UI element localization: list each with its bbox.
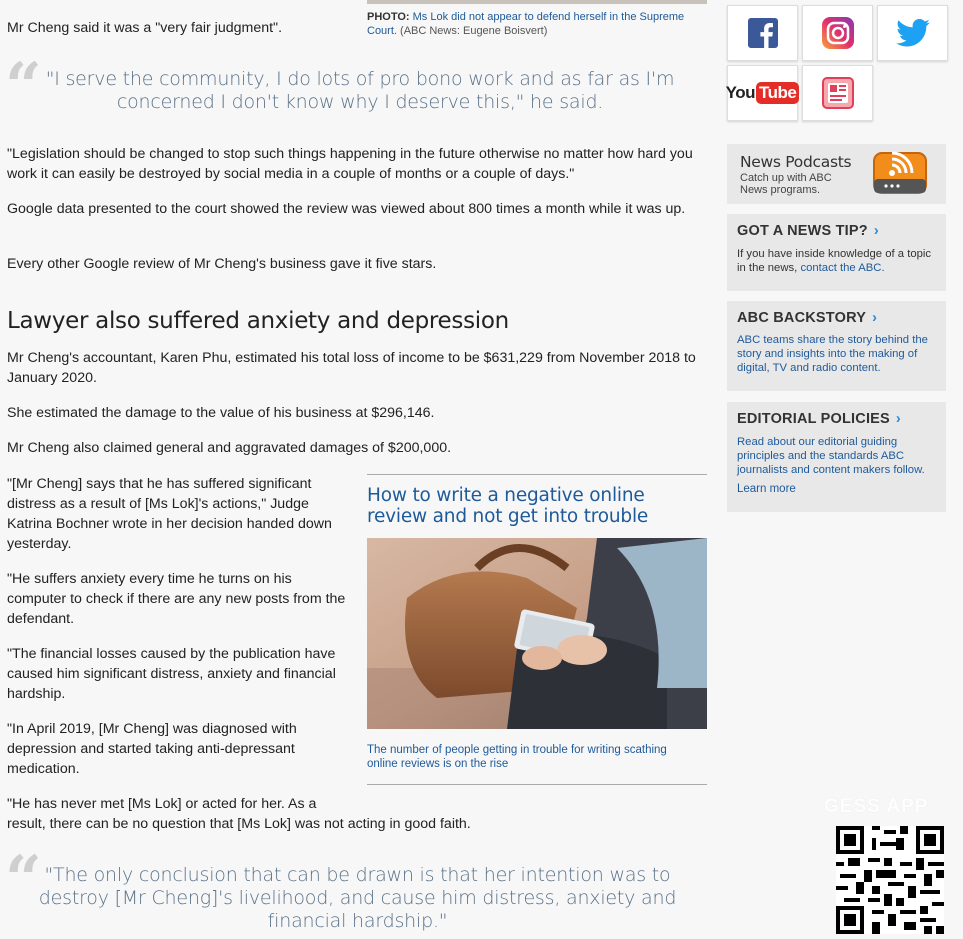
news-tip-description: If you have inside knowledge of a topic in the news, <box>737 248 932 274</box>
paragraph: She estimated the damage to the value of his business at $296,146. <box>7 405 435 421</box>
editorial-text[interactable]: Read about our editorial guiding principles and the standards ABC journalists and content makers follow. <box>737 436 925 476</box>
instagram-icon <box>822 17 854 49</box>
related-story-title[interactable]: How to write a negative online review and not get into trouble <box>367 485 649 527</box>
paragraph: Google data presented to the court showed the review was viewed about 800 times a month while it was up. <box>7 201 686 217</box>
paragraph: Mr Cheng's accountant, Karen Phu, estimated his total loss of income to be $631,229 from November 2018 to January 2020. <box>7 350 696 386</box>
youtube-icon <box>726 82 800 104</box>
paragraph: result, there can be no question that [Ms Lok] was not acting in good faith. <box>7 816 471 832</box>
news-tip-heading[interactable] <box>737 223 879 239</box>
qr-code <box>836 826 944 934</box>
paragraph: "Legislation should be changed to stop such things happening in the future otherwise no matter how hard you work it can easily be destroyed by social media in a couple of months or a couple of days." <box>7 146 693 182</box>
paragraph: Mr Cheng also claimed general and aggravated damages of $200,000. <box>7 440 452 456</box>
chevron-right-icon: › <box>873 223 879 239</box>
backstory-heading[interactable] <box>737 310 877 326</box>
podcasts-title: News Podcasts <box>740 153 852 171</box>
backstory-box <box>727 301 946 391</box>
related-story-caption[interactable]: The number of people getting in trouble for writing scathing online reviews is on the rise <box>367 744 667 770</box>
quote-mark-icon: “ <box>5 842 42 917</box>
twitter-button[interactable] <box>877 5 948 61</box>
section-heading: Lawyer also suffered anxiety and depression <box>7 308 509 334</box>
apple-news-button[interactable] <box>802 65 873 121</box>
pull-quote: "I serve the community, I do lots of pro bono work and as far as I'm concerned I don't know why I deserve this," he said. <box>45 68 675 113</box>
paragraph: "In April 2019, [Mr Cheng] was diagnosed with depression and started taking anti-depressant medication. <box>7 721 297 777</box>
paragraph: Mr Cheng said it was a "very fair judgment". <box>7 20 283 36</box>
contact-abc-link[interactable]: contact the ABC. <box>800 262 885 274</box>
editorial-policies-box <box>727 402 946 512</box>
facebook-button[interactable] <box>727 5 798 61</box>
backstory-text[interactable]: ABC teams share the story behind the story and insights into the making of digital, TV and radio content. <box>737 334 928 374</box>
twitter-icon <box>896 19 930 47</box>
photo-credit: (ABC News: Eugene Boisvert) <box>400 25 548 37</box>
photo-label: PHOTO: <box>367 11 410 23</box>
news-tip-box <box>727 214 946 291</box>
facebook-icon <box>748 18 778 48</box>
photo-caption-link[interactable]: Ms Lok did not appear to defend herself in the Supreme Court. <box>367 11 685 37</box>
chevron-right-icon: › <box>895 411 901 427</box>
paragraph: "The financial losses caused by the publication have caused him significant distress, anxiety and financial hardship. <box>7 646 336 702</box>
instagram-button[interactable] <box>802 5 873 61</box>
photo-caption <box>367 10 707 38</box>
youtube-wordmark-you: You <box>725 83 755 102</box>
article-photo <box>367 0 707 4</box>
backstory-title[interactable]: ABC BACKSTORY <box>737 310 867 326</box>
news-tip-text <box>737 247 942 275</box>
chevron-right-icon: › <box>872 310 878 326</box>
learn-more-link[interactable]: Learn more <box>737 483 796 495</box>
editorial-title[interactable]: EDITORIAL POLICIES <box>737 411 890 427</box>
podcasts-subtitle: Catch up with ABC News programs. <box>740 172 832 196</box>
quote-mark-icon: “ <box>5 49 42 124</box>
youtube-button[interactable] <box>727 65 798 121</box>
news-app-icon <box>822 77 854 109</box>
paragraph: "[Mr Cheng] says that he has suffered significant distress as a result of [Ms Lok]'s actions," Judge Katrina Bochner wrote in her decision handed down yesterday. <box>7 476 332 552</box>
paragraph: "He suffers anxiety every time he turns on his computer to check if there are any new posts from the defendant. <box>7 571 346 627</box>
watermark: GESS APP <box>824 796 929 817</box>
related-story[interactable] <box>367 474 707 785</box>
news-tip-title[interactable]: GOT A NEWS TIP? <box>737 223 868 239</box>
pull-quote: "The only conclusion that can be drawn is that her intention was to destroy [Mr Cheng]'s livelihood, and cause him distress, anxiety and financial hardship." <box>38 864 677 932</box>
youtube-wordmark-tube: Tube <box>756 82 799 104</box>
news-podcasts-promo[interactable] <box>727 144 946 204</box>
paragraph: "He has never met [Ms Lok] or acted for her. As a <box>7 796 317 812</box>
related-story-image[interactable] <box>367 538 707 729</box>
rss-podcast-icon <box>872 149 930 199</box>
editorial-heading[interactable] <box>737 411 901 427</box>
paragraph: Every other Google review of Mr Cheng's business gave it five stars. <box>7 256 437 272</box>
